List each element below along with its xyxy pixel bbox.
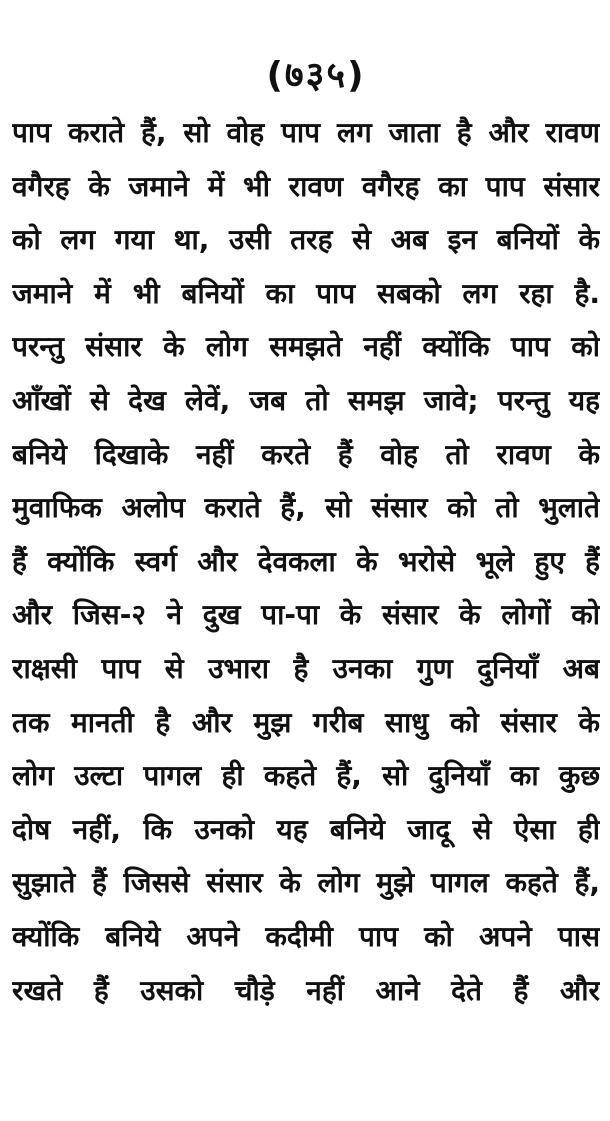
text-line-13: लोग उल्टा पागल ही कहते हैं, सो दुनियाँ का कुछ bbox=[12, 759, 600, 793]
text-line-1: पाप कराते हैं, सो वोह पाप लग जाता है और रावण bbox=[12, 116, 600, 149]
text-line-16: क्योंकि बनिये अपने कदीमी पाप को अपने पास bbox=[12, 919, 600, 953]
text-line-5: परन्तु संसार के लोग समझते नहीं क्योंकि पाप को bbox=[12, 330, 600, 364]
text-line-17: रखते हैं उसको चौड़े नहीं आने देते हैं और bbox=[12, 973, 600, 1007]
text-line-12: तक मानती है और मुझ गरीब साधु को संसार के bbox=[12, 705, 600, 739]
text-line-15: सुझाते हैं जिससे संसार के लोग मुझे पागल कहते हैं, bbox=[12, 866, 600, 900]
page-number: (७३५) bbox=[266, 55, 366, 96]
text-line-8: मुवाफिक अलोप कराते हैं, सो संसार को तो भुलाते bbox=[12, 491, 600, 525]
body-text bbox=[12, 106, 600, 1017]
text-line-2: वगैरह के जमाने में भी रावण वगैरह का पाप संसार bbox=[12, 169, 600, 203]
text-line-4: जमाने में भी बनियों का पाप सबको लग रहा है. bbox=[12, 276, 600, 310]
text-line-11: राक्षसी पाप से उभारा है उनका गुण दुनियाँ अब bbox=[12, 651, 600, 685]
text-line-3: को लग गया था, उसी तरह से अब इन बनियों के bbox=[12, 223, 600, 257]
text-line-6: आँखों से देख लेवें, जब तो समझ जावे; परन्तु यह bbox=[12, 383, 600, 417]
text-line-9: हैं क्योंकि स्वर्ग और देवकला के भरोसे भूले हुए हैं bbox=[12, 544, 600, 578]
text-line-10: और जिस-२ ने दुख पा-पा के संसार के लोगों को bbox=[12, 598, 600, 632]
text-line-14: दोष नहीं, कि उनको यह बनिये जादू से ऐसा ही bbox=[12, 812, 600, 846]
text-line-7: बनिये दिखाके नहीं करते हैं वोह तो रावण के bbox=[12, 437, 600, 471]
